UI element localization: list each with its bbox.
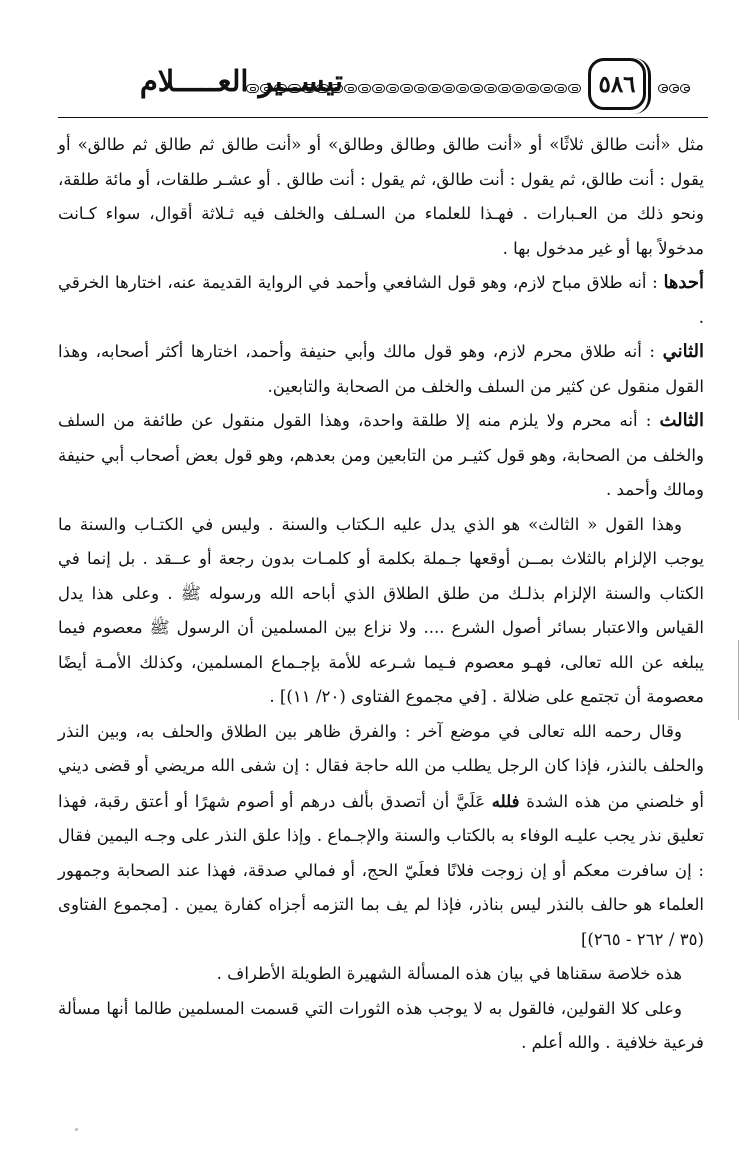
book-title: تيســير العـــــلام (139, 64, 343, 98)
main-text (58, 128, 704, 1061)
emphasis-word: فلله (491, 790, 520, 811)
paragraph-intro: مثل «أنت طالق ثلاثًا» أو «أنت طالق وطالق وطالق» أو «أنت طالق ثم طالق ثم طالق» أو يقول : أنت طالق، ثم يقول : أنت طالق، ثم يقول : أنت طالق . أو عشـر طلقات، أو مائة طلقة، ونحو ذلك من العـبارات . فهـذا للعلماء من السـلف والخلف فيه ثـلاثة أقوال، سواء كـانت مدخولاً بها أو غير مدخول بها . (58, 135, 704, 258)
opinion-label: أحدها (663, 272, 704, 293)
scan-edge-mark (738, 640, 739, 720)
page-header (58, 58, 708, 116)
scan-dot (75, 1128, 78, 1131)
paragraph-conclusion: وعلى كلا القولين، فالقول به لا يوجب هذه الثورات التي قسمت المسلمين طالما أنها مسألة فرعية خلافية . والله أعلم . (58, 998, 704, 1052)
opinion-label: الثاني (662, 341, 704, 362)
header-rule (58, 117, 708, 118)
page-number-frame (588, 58, 646, 110)
paragraph-vow-distinction: وقال رحمه الله تعالى في موضع آخر : والفرق ظاهر بين الطلاق والحلف به، وبين النذر والحلف بالنذر، فإذا كان الرجل يطلب من الله حاجة فقال : إن شفى الله مريضي أو قضى ديني أو خلصني من هذه الشدة فلله عَلَيَّ أن أتصدق بألف درهم أو أصوم شهرًا أو أعتق رقبة، فهذا تعليق نذر يجب عليـه الوفاء به بالكتاب والسنة والإجـماع . وإذا علق النذر على وجـه اليمين فقال : إن سافرت معكم أو إن زوجت فلانًا فعلَيّ الحج، أو فمالي صدقة، فهذا عند الصحابة وجمهور العلماء هو حالف بالنذر ليس بناذر، فإذا لم يف بما التزمه أجزاه كفارة يمين . [مجموع الفتاوى (٣٥ / ٢٦٢ - ٢٦٥)] (58, 721, 704, 949)
header-ornament-short (658, 84, 690, 98)
opinion-label: الثالث (659, 410, 704, 431)
paragraph-second-opinion: الثاني : أنه طلاق محرم لازم، وهو قول مالك وأبي حنيفة وأحمد، اختارها أكثر أصحابه، وهذا القول منقول عن كثير من السلف والخلف من الصحابة والتابعين. (58, 341, 704, 396)
header-ornament-band (246, 84, 646, 98)
paragraph-third-opinion: الثالث : أنه محرم ولا يلزم منه إلا طلقة واحدة، وهذا القول منقول عن طائفة من السلف والخلف من الصحابة، وهو قول كثيـر من التابعين ومن بعدهم، وهو قول بعض أصحاب أبي حنيفة ومالك وأحمد . (58, 410, 704, 499)
paragraph-summary: هذه خلاصة سقناها في بيان هذه المسألة الشهيرة الطويلة الأطراف . (216, 964, 682, 983)
paragraph-first-opinion: أحدها : أنه طلاق مباح لازم، وهو قول الشافعي وأحمد في الرواية القديمة عنه، اختارها الخرقي . (58, 272, 704, 327)
page-number: ٥٨٦ (598, 70, 636, 98)
paragraph-evidence: وهذا القول « الثالث» هو الذي يدل عليه الـكتاب والسنة . وليس في الكتـاب والسنة ما يوجب الإلزام بالثلاث بمــن أوقعها جـملة بكلمة أو كلمـات بدون رجعة أو عــقد . بل إنما في الكتاب والسنة الإلزام بذلـك من طلق الطلاق الذي أباحه الله ورسوله ﷺ . وعلى هذا يدل القياس والاعتبار بسائر أصول الشرع .... ولا نزاع بين المسلمين أن الرسول ﷺ معصوم فيما يبلغه عن الله تعالى، فهـو معصوم فـيما شـرعه للأمة بإجـماع المسلمين، وكذلك الأمـة أيضًا معصومة أن تجتمع على ضلالة . [في مجموع الفتاوى (٢٠/ ١١)] . (58, 514, 704, 706)
